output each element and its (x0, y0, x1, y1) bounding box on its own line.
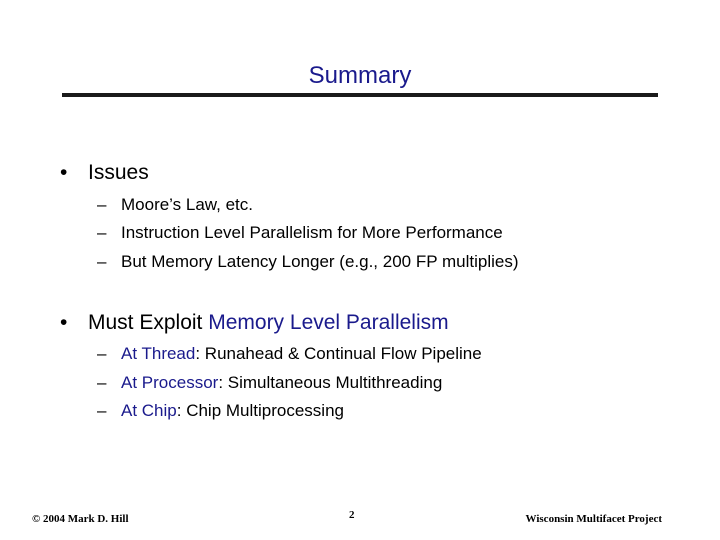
sub-item-text: But Memory Latency Longer (e.g., 200 FP multiplies) (121, 252, 519, 271)
bullet-text: Must Exploit (88, 311, 209, 334)
sub-item-highlight: At Processor (121, 373, 219, 392)
sub-item-text: : Simultaneous Multithreading (218, 373, 443, 392)
sub-item (97, 194, 253, 216)
sub-item-text: Moore’s Law, etc. (121, 195, 253, 214)
sub-item-highlight: At Thread (121, 344, 196, 363)
sub-item-text: : Runahead & Continual Flow Pipeline (195, 344, 482, 363)
footer-project: Wisconsin Multifacet Project (525, 513, 662, 525)
sub-item (97, 251, 518, 273)
bullet-text: Issues (88, 161, 149, 184)
sub-item-text: : Chip Multiprocessing (176, 401, 344, 420)
sub-item (97, 222, 503, 244)
slide-title: Summary (308, 62, 412, 89)
bullet-issues (60, 160, 149, 186)
dash-marker: – (97, 195, 107, 214)
sub-item-highlight: At Chip (121, 401, 177, 420)
sub-item (97, 372, 442, 394)
sub-item (97, 400, 344, 422)
footer-page-number: 2 (349, 509, 355, 521)
bullet-must-exploit (60, 310, 449, 336)
footer-copyright: © 2004 Mark D. Hill (32, 513, 129, 525)
bullet-highlight: Memory Level Parallelism (208, 311, 449, 334)
dash-marker: – (97, 401, 107, 420)
dash-marker: – (97, 344, 107, 363)
bullet-marker: • (60, 161, 68, 184)
title-divider (62, 93, 658, 97)
sub-item (97, 343, 482, 365)
dash-marker: – (97, 223, 107, 242)
sub-item-text: Instruction Level Parallelism for More Performance (121, 223, 503, 242)
dash-marker: – (97, 252, 107, 271)
dash-marker: – (97, 373, 107, 392)
bullet-marker: • (60, 311, 68, 334)
